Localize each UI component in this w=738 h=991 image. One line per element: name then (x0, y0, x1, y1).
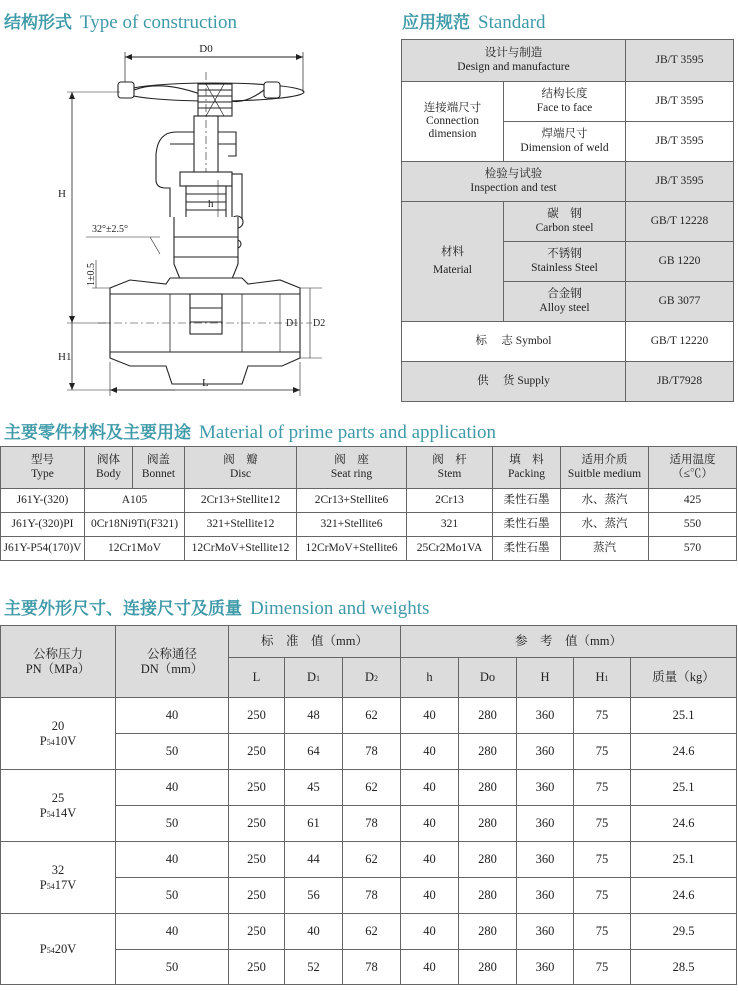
cell-d2: 62 (343, 914, 401, 950)
cell-h: 360 (517, 734, 574, 770)
cell-d2: 62 (343, 842, 401, 878)
header-bonnet: 阀盖 Bonnet (133, 447, 185, 489)
cell-do: 280 (459, 770, 517, 806)
cell-type: J61Y-P54(170)V (1, 537, 85, 561)
table-row (1, 914, 737, 950)
table-row (1, 537, 737, 561)
cell-h1: 75 (574, 950, 631, 985)
dimension-title-en: Dimension and weights (250, 598, 430, 619)
face-to-face-label: 结构长度 Face to face (504, 82, 626, 122)
cell-do: 280 (459, 698, 517, 734)
cell-h: 360 (517, 842, 574, 878)
material-table (0, 446, 737, 561)
inspection-value: JB/T 3595 (626, 162, 734, 202)
valve-construction-drawing (10, 32, 365, 400)
cell-h: 360 (517, 878, 574, 914)
cell-d2: 62 (343, 770, 401, 806)
cell-packing: 柔性石墨 (493, 513, 561, 537)
header-pn: 公称压力 PN（MPa） (1, 626, 116, 698)
header-type: 型号 Type (1, 447, 85, 489)
symbol-label: 标 志 Symbol (402, 322, 626, 362)
cell-stem: 321 (407, 513, 493, 537)
cell-l: 250 (229, 770, 285, 806)
cell-pressure: 20 P5410V (1, 698, 116, 770)
cell-temperature: 570 (649, 537, 737, 561)
cell-do: 280 (459, 734, 517, 770)
cell-seat: 321+Stellite6 (297, 513, 407, 537)
cell-h: 360 (517, 806, 574, 842)
header-dn: 公称通径 DN（mm） (116, 626, 229, 698)
cell-d2: 78 (343, 878, 401, 914)
cell-temperature: 550 (649, 513, 737, 537)
material-label: 材料 Material (402, 202, 504, 322)
cell-h: 360 (517, 698, 574, 734)
cell-stem: 2Cr13 (407, 489, 493, 513)
material-header-row (1, 447, 737, 489)
header-stem: 阀 杆 Stem (407, 447, 493, 489)
cell-do: 280 (459, 914, 517, 950)
cell-d1: 52 (285, 950, 343, 985)
cell-temperature: 425 (649, 489, 737, 513)
cell-h: 40 (401, 842, 459, 878)
cell-disc: 12CrMoV+Stellite12 (185, 537, 297, 561)
cell-mass: 29.5 (631, 914, 737, 950)
weld-label: 焊端尺寸 Dimension of weld (504, 122, 626, 162)
cell-medium: 蒸汽 (561, 537, 649, 561)
cell-seat: 2Cr13+Stellite6 (297, 489, 407, 513)
construction-title (4, 8, 237, 34)
cell-pressure: 25 P5414V (1, 770, 116, 842)
header-h1: H1 (574, 658, 631, 698)
cell-h: 40 (401, 806, 459, 842)
cell-do: 280 (459, 878, 517, 914)
header-l: L (229, 658, 285, 698)
cell-type: J61Y-(320)PI (1, 513, 85, 537)
cell-dn: 40 (116, 842, 229, 878)
label-h1: H1 (58, 351, 72, 363)
header-standard-values: 标 准 值（mm） (229, 626, 401, 658)
header-h-small: h (401, 658, 459, 698)
dimension-table (0, 625, 737, 985)
design-label: 设计与制造 Design and manufacture (402, 40, 626, 82)
cell-h: 40 (401, 734, 459, 770)
cell-h1: 75 (574, 698, 631, 734)
cell-h: 360 (517, 770, 574, 806)
label-d1: D1 (286, 318, 299, 329)
alloy-steel-value: GB 3077 (626, 282, 734, 322)
table-row (1, 698, 737, 734)
standard-title-zh: 应用规范 (402, 13, 470, 33)
cell-dn: 50 (116, 950, 229, 985)
cell-dn: 40 (116, 770, 229, 806)
cell-mass: 25.1 (631, 698, 737, 734)
cell-d1: 56 (285, 878, 343, 914)
header-do: Do (459, 658, 517, 698)
design-value: JB/T 3595 (626, 40, 734, 82)
cell-d1: 45 (285, 770, 343, 806)
header-medium: 适用介质 Suitble medium (561, 447, 649, 489)
header-body: 阀体 Body (85, 447, 133, 489)
cell-pressure: 32 P5417V (1, 842, 116, 914)
table-row (1, 489, 737, 513)
cell-mass: 25.1 (631, 770, 737, 806)
construction-title-zh: 结构形式 (4, 13, 72, 33)
cell-h: 40 (401, 698, 459, 734)
cell-stem: 25Cr2Mo1VA (407, 537, 493, 561)
cell-d1: 61 (285, 806, 343, 842)
supply-value: JB/T7928 (626, 362, 734, 402)
cell-l: 250 (229, 878, 285, 914)
alloy-steel-label: 合金钢 Alloy steel (504, 282, 626, 322)
cell-l: 250 (229, 734, 285, 770)
label-d2: D2 (313, 318, 326, 329)
face-to-face-value: JB/T 3595 (626, 82, 734, 122)
cell-h1: 75 (574, 734, 631, 770)
label-tolerance: 1±0.5 (86, 263, 97, 286)
cell-body-bonnet: A105 (85, 489, 185, 513)
cell-mass: 24.6 (631, 806, 737, 842)
material-title-en: Material of prime parts and application (199, 422, 497, 443)
cell-dn: 50 (116, 806, 229, 842)
header-seat: 阀 座 Seat ring (297, 447, 407, 489)
cell-d1: 40 (285, 914, 343, 950)
label-h-small: h (208, 198, 214, 210)
cell-mass: 24.6 (631, 734, 737, 770)
cell-medium: 水、蒸汽 (561, 513, 649, 537)
cell-dn: 40 (116, 914, 229, 950)
header-d1: D1 (285, 658, 343, 698)
cell-seat: 12CrMoV+Stellite6 (297, 537, 407, 561)
cell-h: 40 (401, 878, 459, 914)
table-row (1, 513, 737, 537)
cell-h: 360 (517, 950, 574, 985)
header-h: H (517, 658, 574, 698)
label-d0: D0 (199, 43, 213, 55)
cell-dn: 50 (116, 878, 229, 914)
cell-h: 360 (517, 914, 574, 950)
cell-dn: 50 (116, 734, 229, 770)
cell-h1: 75 (574, 914, 631, 950)
standard-title-en: Standard (478, 12, 546, 33)
cell-packing: 柔性石墨 (493, 489, 561, 513)
cell-d1: 48 (285, 698, 343, 734)
cell-h1: 75 (574, 878, 631, 914)
header-disc: 阀 瓣 Disc (185, 447, 297, 489)
cell-medium: 水、蒸汽 (561, 489, 649, 513)
cell-d2: 78 (343, 806, 401, 842)
cell-do: 280 (459, 950, 517, 985)
cell-d1: 44 (285, 842, 343, 878)
header-packing: 填 料 Packing (493, 447, 561, 489)
table-row (1, 842, 737, 878)
dimension-title-zh: 主要外形尺寸、连接尺寸及质量 (4, 599, 242, 619)
bonnet (174, 217, 238, 284)
cell-body-bonnet: 0Cr18Ni9Ti(F321) (85, 513, 185, 537)
cell-h: 40 (401, 914, 459, 950)
construction-title-en: Type of construction (80, 12, 237, 33)
cell-body-bonnet: 12Cr1MoV (85, 537, 185, 561)
header-mass: 质量（kg） (631, 658, 737, 698)
cell-l: 250 (229, 914, 285, 950)
label-l: L (202, 377, 209, 389)
inspection-label: 检验与试验 Inspection and test (402, 162, 626, 202)
cell-h1: 75 (574, 806, 631, 842)
cell-d2: 78 (343, 734, 401, 770)
stainless-steel-label: 不锈钢 Stainless Steel (504, 242, 626, 282)
cell-h1: 75 (574, 770, 631, 806)
standard-title (402, 8, 546, 34)
connection-label: 连接端尺寸 Connection dimension (402, 82, 504, 162)
cell-h1: 75 (574, 842, 631, 878)
cell-mass: 25.1 (631, 842, 737, 878)
material-title-zh: 主要零件材料及主要用途 (4, 423, 191, 443)
carbon-steel-value: GB/T 12228 (626, 202, 734, 242)
cell-mass: 28.5 (631, 950, 737, 985)
cell-l: 250 (229, 806, 285, 842)
cell-l: 250 (229, 950, 285, 985)
standard-table (401, 39, 734, 402)
header-temperature: 适用温度 （≤℃） (649, 447, 737, 489)
header-reference-values: 参 考 值（mm） (401, 626, 737, 658)
cell-disc: 321+Stellite12 (185, 513, 297, 537)
weld-value: JB/T 3595 (626, 122, 734, 162)
cell-mass: 24.6 (631, 878, 737, 914)
cell-h: 40 (401, 770, 459, 806)
cell-pressure: P5420V (1, 914, 116, 985)
carbon-steel-label: 碳 钢 Carbon steel (504, 202, 626, 242)
symbol-value: GB/T 12220 (626, 322, 734, 362)
cell-l: 250 (229, 842, 285, 878)
cell-d1: 64 (285, 734, 343, 770)
cell-d2: 78 (343, 950, 401, 985)
label-h: H (58, 188, 66, 200)
cell-d2: 62 (343, 698, 401, 734)
table-row (1, 770, 737, 806)
dimension-title (4, 594, 429, 620)
cell-do: 280 (459, 806, 517, 842)
cell-packing: 柔性石墨 (493, 537, 561, 561)
cell-l: 250 (229, 698, 285, 734)
supply-label: 供 货 Supply (402, 362, 626, 402)
cell-h: 40 (401, 950, 459, 985)
cell-do: 280 (459, 842, 517, 878)
cell-type: J61Y-(320) (1, 489, 85, 513)
label-angle: 32°±2.5° (92, 224, 128, 235)
header-d2: D2 (343, 658, 401, 698)
stainless-steel-value: GB 1220 (626, 242, 734, 282)
cell-disc: 2Cr13+Stellite12 (185, 489, 297, 513)
material-title (4, 418, 496, 444)
cell-dn: 40 (116, 698, 229, 734)
